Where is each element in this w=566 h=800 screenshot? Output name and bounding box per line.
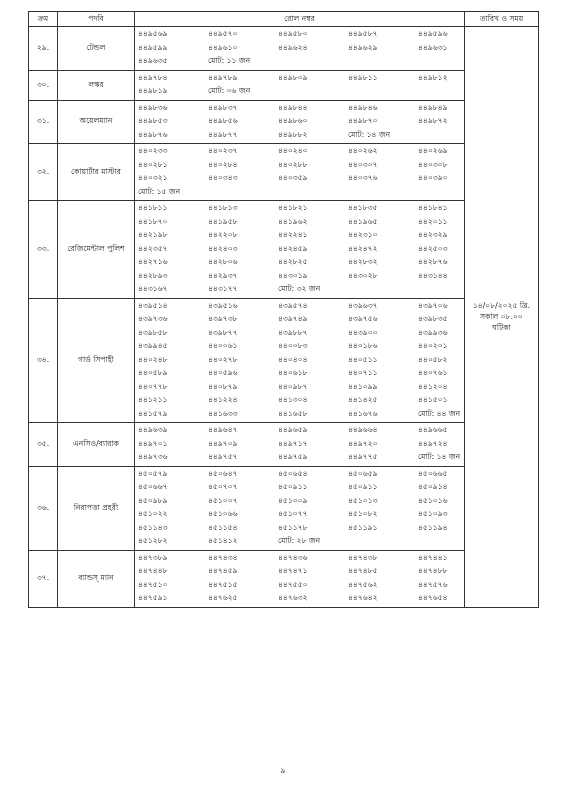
serial-cell: ৩৩. <box>29 201 58 299</box>
roll-number: ৪৪০২৪৮ <box>138 354 168 364</box>
roll-numbers-cell <box>135 550 465 607</box>
roll-number: ৪৪৭৪৪১ <box>418 552 448 562</box>
roll-line <box>138 216 464 230</box>
roll-number: ৪৫০৯৮৯ <box>138 495 168 505</box>
roll-number: ৪৪০৫১১ <box>348 354 378 364</box>
roll-number: ৪৪১৬৭৬ <box>348 408 378 418</box>
roll-number: ৪৪২৮৯৩ <box>138 270 168 280</box>
roll-number: ৪৩৯৮৫৮ <box>138 327 168 337</box>
roll-number: ৪৪০২০১ <box>418 341 448 351</box>
roll-numbers-cell <box>135 466 465 550</box>
table-row <box>29 201 539 299</box>
roll-number: ৪৪৯৭২৪ <box>418 438 448 448</box>
roll-number: ৪৪০০৮৩ <box>278 341 308 351</box>
roll-line <box>138 85 464 99</box>
roll-number: ৪৪৯৭৮৯ <box>208 72 238 82</box>
roll-line <box>138 381 464 395</box>
serial-cell: ২৯. <box>29 27 58 71</box>
roll-number: ৪৪০২৮৪ <box>208 159 238 169</box>
roll-number: ৪৪৯৭৩৬ <box>138 452 168 462</box>
roll-number: ৪৪৯৮৮২ <box>278 129 308 139</box>
roll-number: ৪৩৯৯৪৫ <box>138 341 168 351</box>
roll-number: ৪৪৯৭৫৯ <box>278 452 308 462</box>
roll-number: ৪৪০২৬২ <box>348 146 378 156</box>
roll-number: ৪৩৯৭৩৮ <box>208 314 238 324</box>
roll-number: ৪৩৯৭৪৯ <box>278 314 308 324</box>
roll-number: ৪৫১২৮২ <box>138 536 168 546</box>
roll-line <box>138 102 464 116</box>
post-cell: নিরাপত্তা প্রহরী <box>58 466 135 550</box>
roll-line <box>138 552 464 566</box>
roll-line <box>138 522 464 536</box>
roll-line <box>138 579 464 593</box>
roll-number: ৪৪৯৭৮৪ <box>138 72 168 82</box>
roll-number: ৪৫০৫৭৯ <box>138 468 168 478</box>
total-count: মোট: ০৬ জন <box>208 86 251 96</box>
roll-number: ৪৫১১৫৪ <box>208 522 238 532</box>
roll-number: ৪৪৭৪৩৮ <box>348 552 378 562</box>
roll-line <box>138 495 464 509</box>
roll-number: ৪৪১৮১৩ <box>208 203 238 213</box>
roll-number: ৪৪০৩৯০ <box>418 173 448 183</box>
roll-number: ৪৪৯৬৪৭ <box>208 425 238 435</box>
serial-cell: ৩৭. <box>29 550 58 607</box>
roll-number: ৪৫১০০৯ <box>278 495 308 505</box>
roll-line <box>138 354 464 368</box>
roll-number: ৪৫১০৮২ <box>348 509 378 519</box>
roll-number: ৪৪১৯৫৮ <box>208 216 238 226</box>
roll-number: ৪৪৯৮৭৭ <box>208 129 238 139</box>
roll-number: ৪৪০৮৭৯ <box>208 381 238 391</box>
table-row <box>29 550 539 607</box>
roll-number: ৪৫১১৪৩ <box>138 522 168 532</box>
roll-number: ৪৪০৩২১ <box>138 173 168 183</box>
roll-number: ৪৪৭৬৪২ <box>348 593 378 603</box>
roll-number: ৪৪২৮০৬ <box>208 257 238 267</box>
header-roll-number: রোল নম্বর <box>135 12 465 27</box>
roll-number: ৪৪০২৩৩ <box>138 146 168 156</box>
roll-number: ৪৫০৬৬৫ <box>418 468 448 478</box>
roll-number: ৪৪৯৮১১ <box>348 72 378 82</box>
roll-number: ৪৪৯৫৬৯ <box>138 29 168 39</box>
serial-cell: ৩১. <box>29 100 58 144</box>
roll-number: ৪৪৭৪৫৯ <box>208 566 238 576</box>
roll-number: ৪৪৭৪৮৮ <box>418 566 448 576</box>
roll-line <box>138 145 464 159</box>
roll-number: ৪৪৩৯০০ <box>348 327 378 337</box>
roll-number: ৪৪০১৮৬ <box>348 341 378 351</box>
roll-line <box>138 481 464 495</box>
roll-line <box>138 300 464 314</box>
roll-number: ৪৪৯৭১৭ <box>278 438 308 448</box>
roll-number: ৪৩৯৯৩৬ <box>418 327 448 337</box>
roll-number: ৪৪২২৪১ <box>278 230 308 240</box>
roll-number: ৪৪৭৪৭১ <box>278 566 308 576</box>
roll-number: ৪৪৭৫৬২ <box>348 579 378 589</box>
roll-number: ৪৪০৬১৮ <box>278 368 308 378</box>
roll-number: ৪৪০৫৯৬ <box>208 368 238 378</box>
header-post: পদবি <box>58 12 135 27</box>
roll-line <box>138 327 464 341</box>
roll-number: ৪৩৯৬৩৭ <box>348 300 378 310</box>
roll-line <box>138 243 464 257</box>
roll-number: ৪৪১৮৩৫ <box>348 203 378 213</box>
total-count: মোট: ২৮ জন <box>278 536 321 546</box>
roll-line <box>138 451 464 465</box>
post-cell: টেন্ডল <box>58 27 135 71</box>
roll-number: ৪৪১৬৩৩ <box>208 408 238 418</box>
table-row <box>29 100 539 144</box>
roll-number: ৪৪৯৫৯৯ <box>138 42 168 52</box>
roll-number: ৪৫১০২২ <box>138 509 168 519</box>
roll-number: ৪৪২৭১৬ <box>138 257 168 267</box>
roll-line <box>138 394 464 408</box>
roll-number: ৪৪৩১৬৭ <box>138 284 168 294</box>
roll-number: ৪৪২৯৩৭ <box>208 270 238 280</box>
exam-schedule-table <box>28 11 539 608</box>
roll-number: ৪৪৯৮০৯ <box>278 72 308 82</box>
roll-number: ৪৫১১৯৪ <box>418 522 448 532</box>
roll-number: ৪৪১২১১ <box>138 395 168 405</box>
total-count: মোট: ১৫ জন <box>138 186 181 196</box>
roll-number: ৪৪৯৮৩৭ <box>208 102 238 112</box>
roll-number: ৪৪২৩৫৭ <box>138 243 168 253</box>
roll-number: ৪৪৯৮৭০ <box>348 116 378 126</box>
roll-line <box>138 270 464 284</box>
roll-number: ৪৪৯৮৪৬ <box>348 102 378 112</box>
table-row <box>29 70 539 100</box>
roll-number: ৪৪১৯৬২ <box>278 216 308 226</box>
roll-line <box>138 129 464 143</box>
roll-number: ৪৪০৯৮৭ <box>278 381 308 391</box>
roll-number: ৪৫০৯১১ <box>348 482 378 492</box>
roll-number: ৪৪২৩১০ <box>348 230 378 240</box>
post-cell: অয়েলম্যান <box>58 100 135 144</box>
serial-cell: ৩২. <box>29 144 58 201</box>
roll-line <box>138 438 464 452</box>
total-count: মোট: ১১ জন <box>208 56 251 66</box>
roll-number: ৪৪০২৮৮ <box>278 159 308 169</box>
roll-number: ৪৪১৫০১ <box>418 395 448 405</box>
roll-number: ৪৪৯৬৩১ <box>418 42 448 52</box>
roll-line <box>138 468 464 482</box>
roll-number: ৪৪৯৬৬৫ <box>418 425 448 435</box>
roll-number: ৪৩৯৫১৪ <box>138 300 168 310</box>
total-count: মোট: ৪৪ জন <box>418 408 461 418</box>
roll-number: ৪৩৯৮৩৫ <box>418 314 448 324</box>
roll-number: ৪৪০৩৫৯ <box>278 173 308 183</box>
roll-number: ৪৪৭৪৮৫ <box>348 566 378 576</box>
roll-line <box>138 72 464 86</box>
roll-number: ৪৪০২৪০ <box>278 146 308 156</box>
roll-number: ৪৪৯৭৫৭ <box>208 452 238 462</box>
roll-number: ৪৪৭৩৮৯ <box>138 552 168 562</box>
roll-number: ৪৪০২৬৯ <box>418 146 448 156</box>
roll-number: ৪৪৭৪৪৮ <box>138 566 168 576</box>
roll-number: ৪৪০৭১১ <box>348 368 378 378</box>
roll-number: ৪৪৯৮১৯ <box>138 86 168 96</box>
roll-number: ৪৫১০১৬ <box>418 495 448 505</box>
roll-number: ৪৩৯৭৫৬ <box>348 314 378 324</box>
roll-number: ৪৪২২০৮ <box>208 230 238 240</box>
post-cell: রেজিমেন্টাল পুলিশ <box>58 201 135 299</box>
roll-line <box>138 424 464 438</box>
roll-number: ৪৪১৮৭০ <box>138 216 168 226</box>
roll-line <box>138 592 464 606</box>
roll-number: ৪৪১৯৬৫ <box>348 216 378 226</box>
roll-number: ৪৪০২৭৮ <box>208 354 238 364</box>
roll-number: ৪৪০২৮১ <box>138 159 168 169</box>
roll-number: ৪৪৯৬২৪ <box>278 42 308 52</box>
roll-number: ৪৫০৯১১ <box>278 482 308 492</box>
roll-number: ৪৫০৭০৭ <box>208 482 238 492</box>
header-date-time: তারিখ ও সময় <box>465 12 539 27</box>
roll-number: ৪৪৭৪৩৪ <box>208 552 238 562</box>
roll-number: ৪৪৯৬৩৯ <box>138 425 168 435</box>
roll-number: ৪৪৯৮১২ <box>418 72 448 82</box>
roll-number: ৪৫১৪১২ <box>208 536 238 546</box>
roll-numbers-cell <box>135 144 465 201</box>
roll-number: ৪৪১৩০৪ <box>278 395 308 405</box>
roll-number: ৪৪২০১১ <box>418 216 448 226</box>
roll-number: ৪৪৭৫৭৬ <box>418 579 448 589</box>
roll-number: ৪৪৯৭৭৫ <box>348 452 378 462</box>
roll-line <box>138 565 464 579</box>
roll-number: ৪৩৯৮৭৭ <box>208 327 238 337</box>
roll-number: ৪৩৯৭০৬ <box>418 300 448 310</box>
total-count: মোট: ৩২ জন <box>278 284 321 294</box>
roll-number: ৪৪৯৮৫৬ <box>208 116 238 126</box>
roll-number: ৪৪৩১৪৪ <box>418 270 448 280</box>
roll-number: ৪৪৭৫১০ <box>138 579 168 589</box>
roll-number: ৪৪৭৫৫০ <box>278 579 308 589</box>
roll-number: ৪৪০২৩৭ <box>208 146 238 156</box>
table-row <box>29 423 539 467</box>
table-header-row <box>29 12 539 27</box>
roll-number: ৪৪১৪২৫ <box>348 395 378 405</box>
roll-number: ৪৪২৩২৯ <box>418 230 448 240</box>
roll-number: ৪৫০৬৬৭ <box>138 482 168 492</box>
roll-line <box>138 202 464 216</box>
roll-line <box>138 229 464 243</box>
roll-number: ৪৫১০৯৩ <box>418 509 448 519</box>
roll-number: ৪৪২৮৩২ <box>348 257 378 267</box>
roll-numbers-cell <box>135 70 465 100</box>
roll-line <box>138 55 464 69</box>
post-cell: কোয়ার্টার মাস্টার <box>58 144 135 201</box>
roll-number: ৪৪৭৪৩৬ <box>278 552 308 562</box>
roll-number: ৪৪১৮২১ <box>278 203 308 213</box>
roll-number: ৪৫০৬৪৭ <box>208 468 238 478</box>
roll-number: ৪৪৭৫১৫ <box>208 579 238 589</box>
roll-numbers-cell <box>135 423 465 467</box>
roll-number: ৪৪৯৫৮০ <box>278 29 308 39</box>
roll-number: ৪৪৩১৭৭ <box>208 284 238 294</box>
total-count: মোট: ১৪ জন <box>348 129 391 139</box>
roll-number: ৪৪০৩৪৩ <box>208 173 238 183</box>
roll-number: ৪৪১৮১১ <box>138 203 168 213</box>
roll-number: ৪৫০৬৫৯ <box>348 468 378 478</box>
roll-number: ৪৪০৭৬১ <box>418 368 448 378</box>
roll-number: ৪৪২১৯৮ <box>138 230 168 240</box>
roll-number: ৪৫১০৬৬ <box>208 509 238 519</box>
roll-number: ৪৩৯৫১৬ <box>208 300 238 310</box>
page-number: ৯ <box>280 766 286 775</box>
roll-number: ৪৪৯৭০৯ <box>208 438 238 448</box>
roll-number: ৪৩৯৭৩৬ <box>138 314 168 324</box>
roll-number: ৪৪১২২৪ <box>208 395 238 405</box>
roll-number: ৪৪০৫৮২ <box>418 354 448 364</box>
roll-number: ৪৪১৫৭৯ <box>138 408 168 418</box>
roll-number: ৪৪২৮২৫ <box>278 257 308 267</box>
serial-cell: ৩৬. <box>29 466 58 550</box>
table-row <box>29 298 539 423</box>
roll-number: ৪৪৯৭২০ <box>348 438 378 448</box>
header-serial: ক্রম <box>29 12 58 27</box>
table-row <box>29 466 539 550</box>
roll-number: ৪৪৯৮৩৬ <box>138 102 168 112</box>
roll-line <box>138 340 464 354</box>
roll-number: ৪৪০৩৭৬ <box>348 173 378 183</box>
serial-cell: ৩৫. <box>29 423 58 467</box>
roll-number: ৪৪৯৫৭০ <box>208 29 238 39</box>
roll-number: ৪৫১০৭৭ <box>278 509 308 519</box>
roll-line <box>138 283 464 297</box>
roll-line <box>138 408 464 422</box>
roll-number: ৪৪০৫৮৯ <box>138 368 168 378</box>
roll-number: ৪৪৯৮৭৬ <box>138 129 168 139</box>
roll-number: ৪৪২৪৫৯ <box>278 243 308 253</box>
roll-number: ৪৪৯৮৪৯ <box>418 102 448 112</box>
roll-line <box>138 508 464 522</box>
post-cell: এনসিও/ব্যারাক <box>58 423 135 467</box>
roll-number: ৪৪৭৫৯১ <box>138 593 168 603</box>
post-cell: গার্ড সিপাহী <box>58 298 135 423</box>
roll-number: ৪৪৯৮৫৩ <box>138 116 168 126</box>
roll-number: ৪৪৯৬৫৯ <box>278 425 308 435</box>
roll-line <box>138 313 464 327</box>
schedule-unit: ঘটিকা <box>492 323 511 333</box>
table-body <box>29 27 539 608</box>
roll-number: ৪৪১৮৪১ <box>418 203 448 213</box>
roll-number: ৪৪২৫০৩ <box>418 243 448 253</box>
roll-numbers-cell <box>135 100 465 144</box>
roll-number: ৪৪০৭৭৮ <box>138 381 168 391</box>
table-row <box>29 144 539 201</box>
serial-cell: ৩৪. <box>29 298 58 423</box>
roll-line <box>138 535 464 549</box>
roll-line <box>138 186 464 200</box>
roll-number: ৪৫১১৯১ <box>348 522 378 532</box>
roll-number: ৪৪৯৮৬০ <box>278 116 308 126</box>
serial-cell: ৩০. <box>29 70 58 100</box>
roll-line <box>138 256 464 270</box>
roll-number: ৪৪২৪৭২ <box>348 243 378 253</box>
roll-numbers-cell <box>135 201 465 299</box>
post-cell: ব্যান্ডস্ ম্যান <box>58 550 135 607</box>
roll-number: ৪৪৯৬৩৫ <box>138 56 168 66</box>
roll-number: ৪৪০৩০৮ <box>418 159 448 169</box>
roll-number: ৪৪৯৮৪৪ <box>278 102 308 112</box>
roll-number: ৪৪৩০২৮ <box>348 270 378 280</box>
roll-number: ৪৪৯৬৬৪ <box>348 425 378 435</box>
roll-number: ৪৪২৪০৩ <box>208 243 238 253</box>
roll-line <box>138 42 464 56</box>
roll-line <box>138 367 464 381</box>
roll-number: ৪৪১০৯৯ <box>348 381 378 391</box>
roll-number: ৪৫১১৭৮ <box>278 522 308 532</box>
total-count: মোট: ১৪ জন <box>418 452 461 462</box>
roll-number: ৪৪৯৬১০ <box>208 42 238 52</box>
roll-number: ৪৫০৯১৪ <box>418 482 448 492</box>
roll-number: ৪৪৭৬২৫ <box>208 593 238 603</box>
schedule-time: সকাল ০৮.০০ <box>480 312 523 322</box>
roll-number: ৪৩৯৫৭৪ <box>278 300 308 310</box>
roll-number: ৪৫১০০৭ <box>208 495 238 505</box>
table-row <box>29 27 539 71</box>
roll-line <box>138 159 464 173</box>
roll-numbers-cell <box>135 27 465 71</box>
roll-number: ৪৩৯৮৮৭ <box>278 327 308 337</box>
post-cell: লস্কর <box>58 70 135 100</box>
roll-number: ৪৪৯৫৮৭ <box>348 29 378 39</box>
schedule-date: ১৪/০৮/২০২৫ খ্রি. <box>472 301 531 311</box>
roll-number: ৪৫১০১৩ <box>348 495 378 505</box>
roll-number: ৪৪১২০৪ <box>418 381 448 391</box>
roll-line <box>138 115 464 129</box>
roll-number: ৪৪৭৬৩২ <box>278 593 308 603</box>
roll-number: ৪৪৯৭০১ <box>138 438 168 448</box>
roll-number: ৪৪১৬৫৮ <box>278 408 308 418</box>
roll-number: ৪৪০৪০৪ <box>278 354 308 364</box>
roll-line <box>138 28 464 42</box>
roll-number: ৪৪৯৮৭২ <box>418 116 448 126</box>
roll-number: ৪৪২৮৭৬ <box>418 257 448 267</box>
roll-line <box>138 172 464 186</box>
roll-number: ৪৪৩০১৯ <box>278 270 308 280</box>
roll-number: ৪৪৯৫৯৬ <box>418 29 448 39</box>
roll-number: ৪৪০৩০৭ <box>348 159 378 169</box>
roll-number: ৪৫০৬৫৪ <box>278 468 308 478</box>
roll-number: ৪৪৭৬৫৪ <box>418 593 448 603</box>
roll-number: ৪৪৯৬২৯ <box>348 42 378 52</box>
roll-numbers-cell <box>135 298 465 423</box>
roll-number: ৪৪০০৬১ <box>208 341 238 351</box>
